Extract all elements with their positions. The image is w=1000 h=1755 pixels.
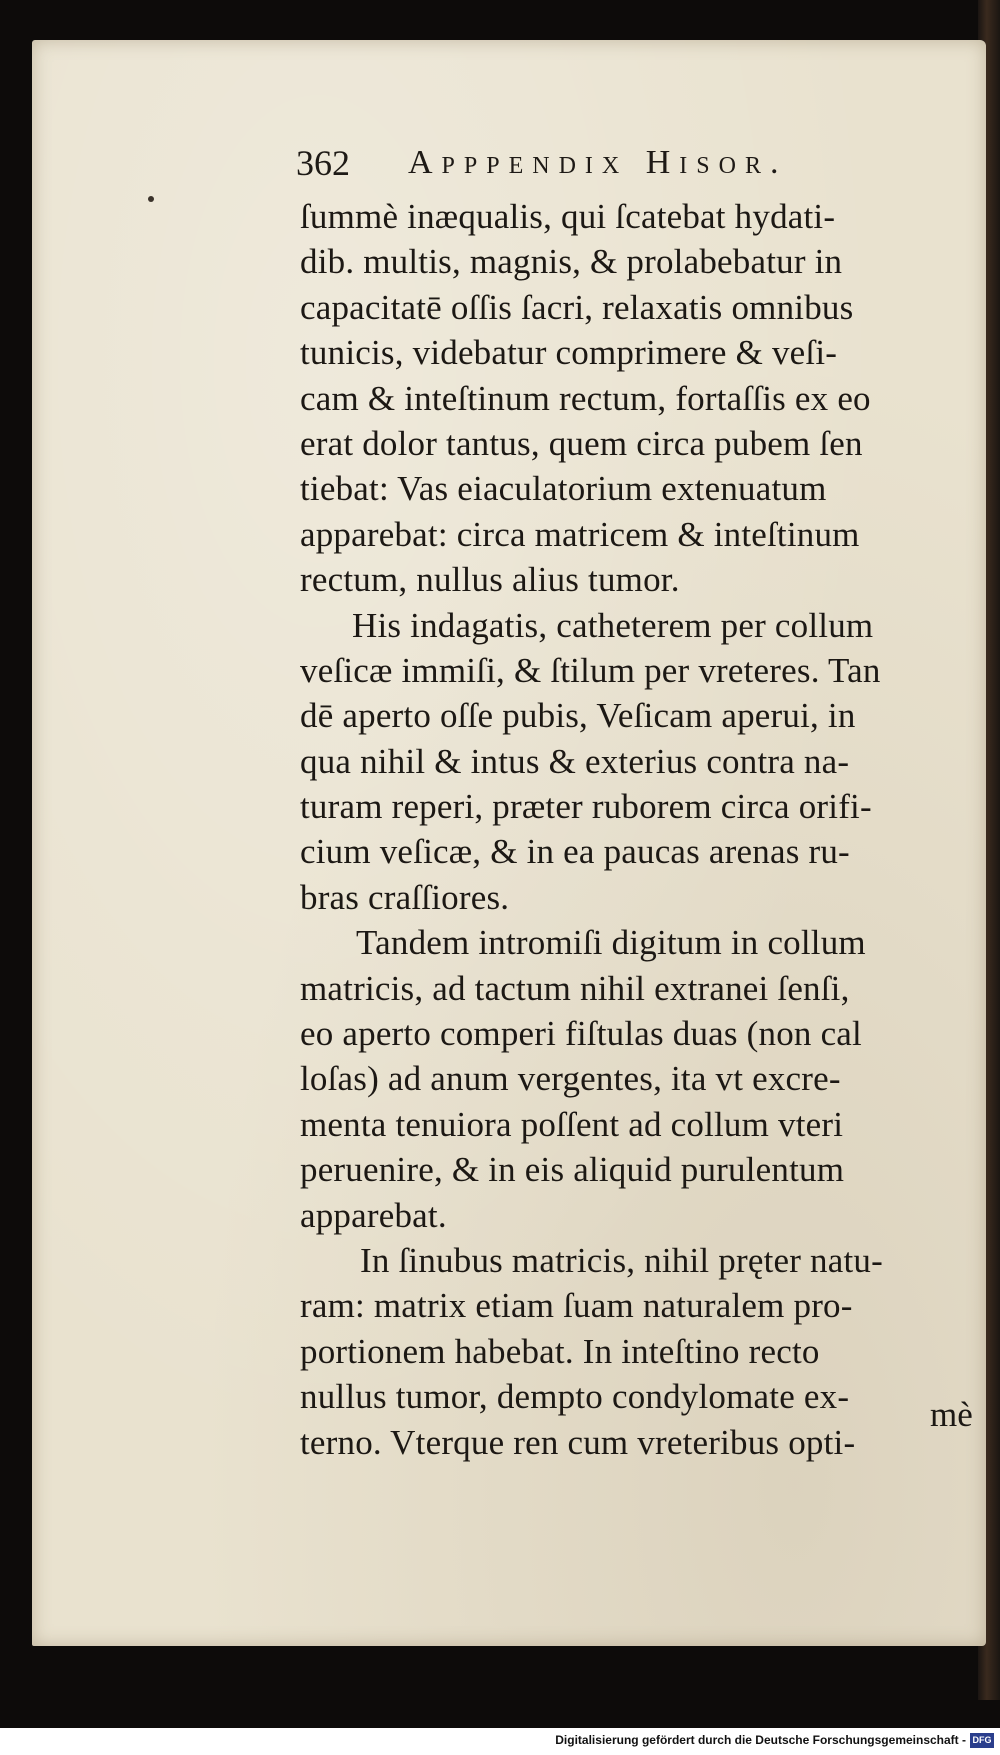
text-line: ram: matrix etiam ſuam naturalem pro- <box>300 1286 853 1326</box>
ink-spot <box>148 196 154 202</box>
text-line: menta tenuiora poſſent ad collum vteri <box>300 1104 844 1144</box>
funding-credit: Digitalisierung gefördert durch die Deutsche Forschungsgemeinschaft - <box>555 1733 966 1747</box>
text-line: apparebat. <box>300 1195 447 1235</box>
text-line: terno. Vterque ren cum vreteribus opti- <box>300 1422 856 1462</box>
text-line: bras craſſiores. <box>300 877 510 917</box>
page-number: 362 <box>296 143 350 183</box>
body-text <box>300 194 990 1465</box>
text-line: cium veſicæ, & in ea paucas arenas ru- <box>300 832 850 872</box>
text-line: rectum, nullus alius tumor. <box>300 560 680 600</box>
text-line: tiebat: Vas eiaculatorium extenuatum <box>300 469 827 509</box>
text-line: matricis, ad tactum nihil extranei ſenſi, <box>300 968 850 1008</box>
paragraph-start-line: Tandem intromiſi digitum in collum <box>356 923 866 963</box>
paragraph-start-line: His indagatis, catheterem per collum <box>352 605 874 645</box>
running-title: Apppendix Hisor. <box>408 144 788 181</box>
dfg-logo: DFG <box>970 1733 994 1748</box>
text-line: ſummè inæqualis, qui ſcatebat hydati- <box>300 197 836 236</box>
page-header <box>296 140 976 186</box>
text-line: erat dolor tantus, quem circa pubem ſen <box>300 423 863 463</box>
text-line: tunicis, videbatur comprimere & veſi- <box>300 333 838 373</box>
paragraph-start-line: In ſinubus matricis, nihil pręter natu- <box>360 1240 883 1280</box>
text-line: peruenire, & in eis aliquid purulentum <box>300 1150 845 1190</box>
digitization-footer <box>0 1728 1000 1755</box>
text-line: veſicæ immiſi, & ſtilum per vreteres. Tan <box>300 650 881 690</box>
text-line: nullus tumor, dempto condylomate ex- <box>300 1377 850 1417</box>
text-line: eo aperto comperi fiſtulas duas (non cal <box>300 1014 862 1054</box>
catchword: mè <box>930 1395 973 1434</box>
text-line: cam & inteſtinum rectum, fortaſſis ex eo <box>300 378 871 418</box>
text-line: loſas) ad anum vergentes, ita vt excre- <box>300 1059 841 1099</box>
text-line: dib. multis, magnis, & prolabebatur in <box>300 242 843 282</box>
text-line: turam reperi, præter ruborem circa orifi- <box>300 787 872 827</box>
text-line: qua nihil & intus & exterius contra na- <box>300 741 850 781</box>
text-line: apparebat: circa matricem & inteſtinum <box>300 514 860 554</box>
text-line: portionem habebat. In inteſtino recto <box>300 1331 820 1371</box>
text-line: dē aperto oſſe pubis, Veſicam aperui, in <box>300 696 856 736</box>
text-line: capacitatē oſſis ſacri, relaxatis omnibus <box>300 287 854 327</box>
